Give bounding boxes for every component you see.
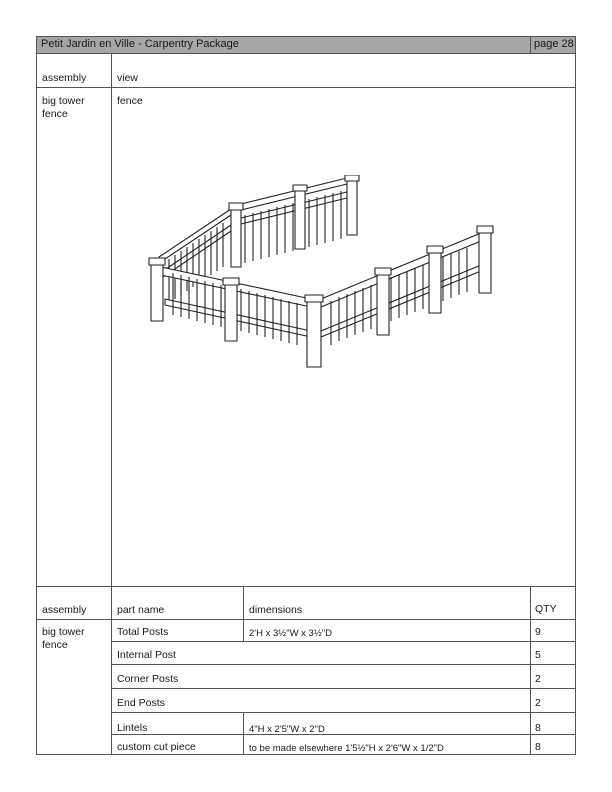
divider (37, 87, 575, 88)
row-divider (111, 688, 575, 689)
row-divider (111, 712, 575, 713)
row-divider (111, 641, 575, 642)
view-assembly-name: big tower fence (42, 95, 85, 120)
table-row-qty: 9 (535, 626, 541, 638)
column-divider (243, 712, 244, 755)
table-row-dimensions: to be made elsewhere 1'5½"H x 2'6"W x 1/2"D (249, 743, 444, 754)
view-label: fence (117, 95, 143, 107)
table-row-name: Total Posts (117, 626, 169, 638)
divider (37, 586, 575, 587)
table-row-qty: 8 (535, 741, 541, 753)
table-row-qty: 2 (535, 673, 541, 685)
dimensions-header: dimensions (249, 604, 303, 616)
view-assembly-header: assembly (42, 72, 87, 84)
divider (37, 619, 575, 620)
fence-drawing (145, 175, 495, 390)
row-divider (111, 664, 575, 665)
page-header (37, 37, 575, 54)
table-row-name: Internal Post (117, 649, 176, 661)
column-divider (530, 586, 531, 755)
parts-assembly-header: assembly (42, 604, 87, 616)
table-row-dimensions: 4"H x 2'5"W x 2"D (249, 724, 325, 735)
document-page (36, 36, 576, 755)
table-row-qty: 8 (535, 722, 541, 734)
table-row-name: custom cut piece (117, 741, 196, 753)
qty-header: QTY (535, 603, 557, 615)
column-divider (243, 586, 244, 620)
column-divider (111, 53, 112, 755)
table-row-name: End Posts (117, 697, 165, 709)
row-divider (111, 734, 575, 735)
table-row-dimensions: 2'H x 3½"W x 3½"D (249, 628, 332, 639)
page-number: page 28 (530, 37, 575, 53)
column-divider (243, 619, 244, 641)
part-name-header: part name (117, 604, 165, 616)
parts-assembly-name: big tower fence (42, 626, 85, 651)
table-row-qty: 2 (535, 697, 541, 709)
document-title: Petit Jardin en Ville - Carpentry Package (41, 38, 239, 50)
view-header: view (117, 72, 139, 84)
table-row-name: Lintels (117, 722, 148, 734)
table-row-name: Corner Posts (117, 673, 179, 685)
table-row-qty: 5 (535, 649, 541, 661)
